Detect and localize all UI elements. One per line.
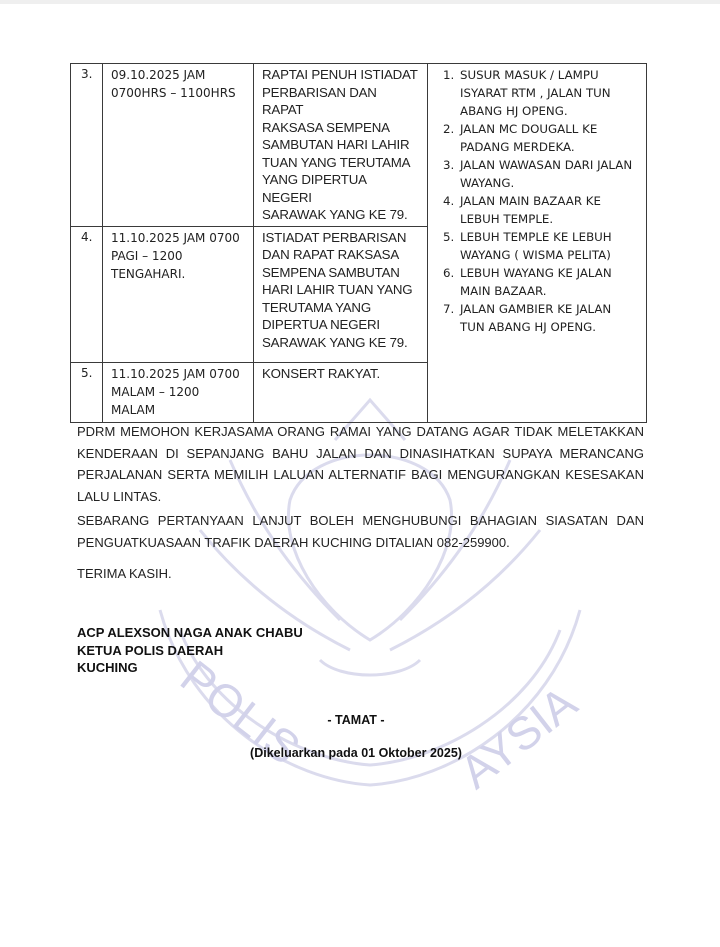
event-line: RAPTAI PENUH ISTIADAT [262,67,418,82]
row-date [103,64,254,227]
event-line: PERBARISAN DAN RAPAT [262,84,377,117]
date-line: 11.10.2025 JAM 0700 [111,230,240,245]
signature-block [77,624,303,677]
route-item: 3. JALAN WAWASAN DARI JALAN WAYANG. [458,156,638,192]
event-line: DIPERTUA NEGERI [262,317,380,332]
row-number: 5. [71,362,103,422]
thanks-text: TERIMA KASIH. [77,566,172,581]
date-line: 11.10.2025 JAM 0700 [111,366,240,381]
event-line: KONSERT RAKYAT. [262,365,380,381]
route-item: 1. SUSUR MASUK / LAMPU ISYARAT RTM , JALAN TUN ABANG HJ OPENG. [458,66,638,120]
date-line: TENGAHARI. [111,266,186,281]
date-line: 09.10.2025 JAM [111,68,206,82]
row-event [254,64,428,227]
route-item: 5. LEBUH TEMPLE KE LEBUH WAYANG ( WISMA PELITA) [458,228,638,264]
end-marker [0,713,720,727]
date-line: PAGI – 1200 [111,248,183,263]
event-line: SARAWAK YANG KE 79. [262,207,408,222]
row-number: 4. [71,226,103,362]
row-event [254,362,428,422]
signatory-name: ACP ALEXSON NAGA ANAK CHABU [77,625,303,640]
row-number: 3. [71,64,103,227]
route-item: 6. LEBUH WAYANG KE JALAN MAIN BAZAAR. [458,264,638,300]
event-line: DAN RAPAT RAKSASA [262,247,399,262]
event-line: TUAN YANG TERUTAMA [262,154,411,170]
event-line: ISTIADAT PERBARISAN [262,229,407,245]
signatory-title: KETUA POLIS DAERAH [77,642,224,658]
route-item: 4. JALAN MAIN BAZAAR KE LEBUH TEMPLE. [458,192,638,228]
route-item: 2. JALAN MC DOUGALL KE PADANG MERDEKA. [458,120,638,156]
issued-date [0,746,720,760]
top-strip [0,0,720,4]
row-date [103,226,254,362]
route-list [436,66,638,336]
road-closure-table [70,63,647,423]
route-item: 7. JALAN GAMBIER KE JALAN TUN ABANG HJ OPENG. [458,300,638,336]
row-date [103,362,254,422]
contact-paragraph: SEBARANG PERTANYAAN LANJUT BOLEH MENGHUBUNGI BAHAGIAN SIASATAN DAN PENGUATKUASAAN TRAFIK DAERAH KUCHING DITALIAN 082-259900. [77,513,644,550]
event-line: YANG DIPERTUA NEGERI [262,172,367,205]
date-line: 0700HRS – 1100HRS [111,86,236,100]
appeal-paragraph: PDRM MEMOHON KERJASAMA ORANG RAMAI YANG DATANG AGAR TIDAK MELETAKKAN KENDERAAN DI SEPANJANG BAHU JALAN DAN DINASIHATKAN SUPAYA MERANCANG PERJALANAN SERTA MEMILIH LALUAN ALTERNATIF BAGI MENGURANGKAN KESESAKAN LALU LINTAS. [77,424,644,504]
issued-text: (Dikeluarkan pada 01 Oktober 2025) [250,746,462,760]
event-line: SEMPENA SAMBUTAN [262,264,400,280]
event-line: SARAWAK YANG KE 79. [262,334,408,350]
date-line: MALAM – 1200 [111,384,200,399]
watermark-text-right: AYSIA [450,676,587,799]
event-line: RAKSASA SEMPENA [262,119,390,135]
date-line: MALAM [111,402,156,417]
event-line: TERUTAMA YANG [262,299,371,315]
table-row [71,64,647,227]
row-event [254,226,428,362]
event-line: HARI LAHIR TUAN YANG [262,282,413,297]
event-line: SAMBUTAN HARI LAHIR [262,137,410,152]
end-text: - TAMAT - [327,713,385,727]
signatory-place: KUCHING [77,660,138,675]
watermark-text-left: POLIS [171,650,310,775]
route-list-cell [428,64,647,423]
